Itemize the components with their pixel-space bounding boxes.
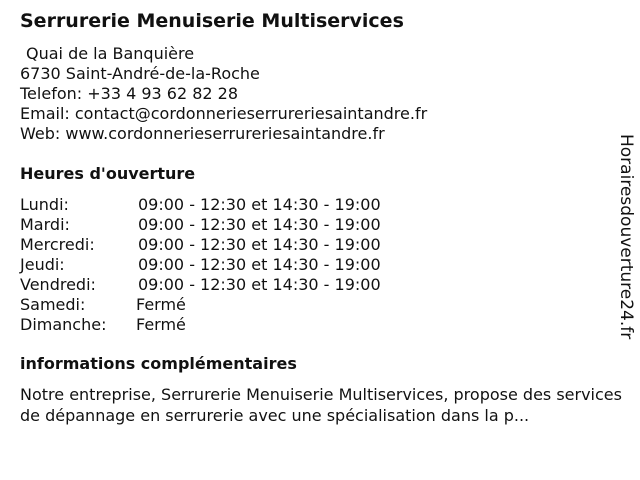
day-label: Dimanche: <box>20 315 107 334</box>
day-label: Mardi: <box>20 215 70 234</box>
hours-row-wednesday <box>20 235 381 255</box>
hours-row-friday <box>20 275 381 295</box>
side-brand-watermark[interactable]: Horairesdouverture24.fr <box>616 134 636 340</box>
day-hours: 09:00 - 12:30 et 14:30 - 19:00 <box>138 275 381 294</box>
info-heading: informations complémentaires <box>20 354 297 373</box>
day-hours: 09:00 - 12:30 et 14:30 - 19:00 <box>138 255 381 274</box>
contact-block <box>20 44 427 144</box>
day-label: Lundi: <box>20 195 69 214</box>
day-hours: Fermé <box>136 295 186 314</box>
day-hours: 09:00 - 12:30 et 14:30 - 19:00 <box>138 195 381 214</box>
phone-number[interactable]: Telefon: +33 4 93 62 82 28 <box>20 84 239 103</box>
day-label: Mercredi: <box>20 235 95 254</box>
website-link[interactable]: Web: www.cordonnerieserrureriesaintandre.fr <box>20 124 385 143</box>
hours-row-saturday <box>20 295 381 315</box>
business-name: Serrurerie Menuiserie Multiservices <box>20 10 404 32</box>
hours-row-thursday <box>20 255 381 275</box>
hours-table <box>20 195 381 335</box>
day-hours: 09:00 - 12:30 et 14:30 - 19:00 <box>138 235 381 254</box>
city-address: 6730 Saint-André-de-la-Roche <box>20 64 260 83</box>
hours-heading: Heures d'ouverture <box>20 164 196 183</box>
day-hours: 09:00 - 12:30 et 14:30 - 19:00 <box>138 215 381 234</box>
street-address: Quai de la Banquière <box>26 44 195 63</box>
hours-row-sunday <box>20 315 381 335</box>
hours-row-monday <box>20 195 381 215</box>
day-label: Vendredi: <box>20 275 96 294</box>
hours-row-tuesday <box>20 215 381 235</box>
day-hours: Fermé <box>136 315 186 334</box>
email-address[interactable]: Email: contact@cordonnerieserrureriesaintandre.fr <box>20 104 428 123</box>
day-label: Samedi: <box>20 295 86 314</box>
info-description: Notre entreprise, Serrurerie Menuiserie Multiservices, propose des services de dépannage en serrurerie avec une spécialisation dans la p... <box>20 385 622 425</box>
day-label: Jeudi: <box>20 255 65 274</box>
